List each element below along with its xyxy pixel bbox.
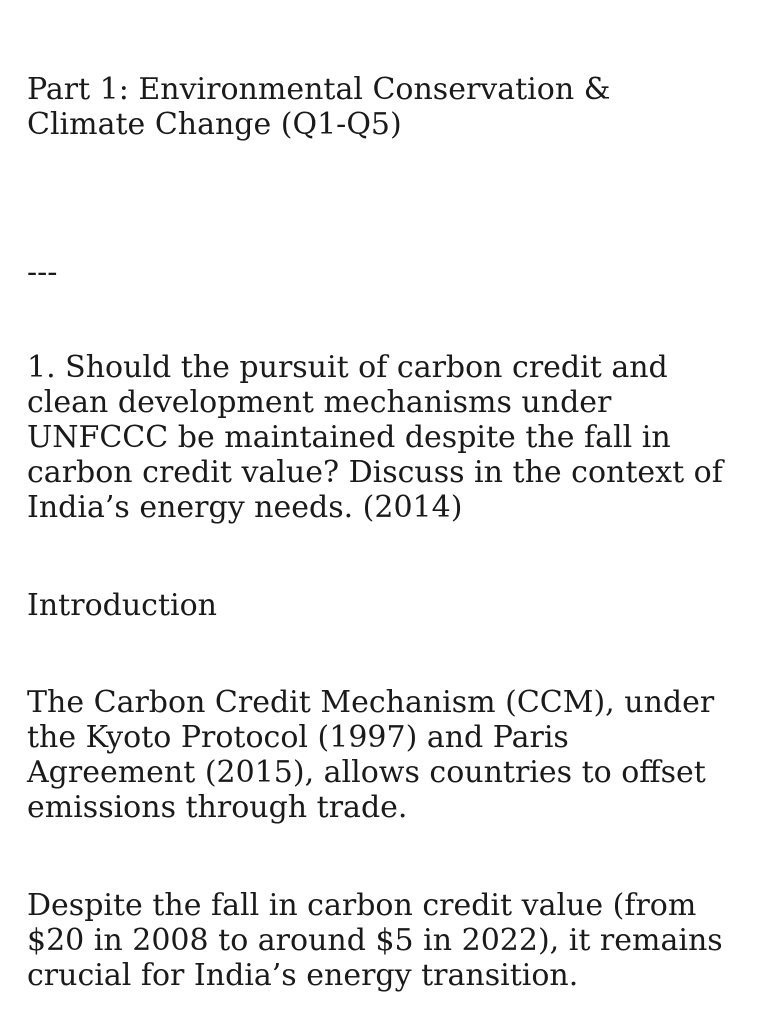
page-title: Part 1: Environmental Conservation & Climate Change (Q1-Q5) (27, 72, 611, 142)
paragraph-ccm-overview: The Carbon Credit Mechanism (CCM), under the Kyoto Protocol (1997) and Paris Agreement (2015), allows countries to offset emissions through trade. (27, 685, 715, 825)
question-text: 1. Should the pursuit of carbon credit and clean development mechanisms under UNFCCC be maintained despite the fall in carbon credit value? Discuss in the context of India’s energy needs. (2014) (27, 350, 723, 525)
separator-line: --- (27, 255, 58, 290)
paragraph-credit-value: Despite the fall in carbon credit value (from $20 in 2008 to around $5 in 2022), it remains crucial for India’s energy transition. (27, 888, 723, 993)
section-heading-introduction: Introduction (27, 588, 217, 623)
